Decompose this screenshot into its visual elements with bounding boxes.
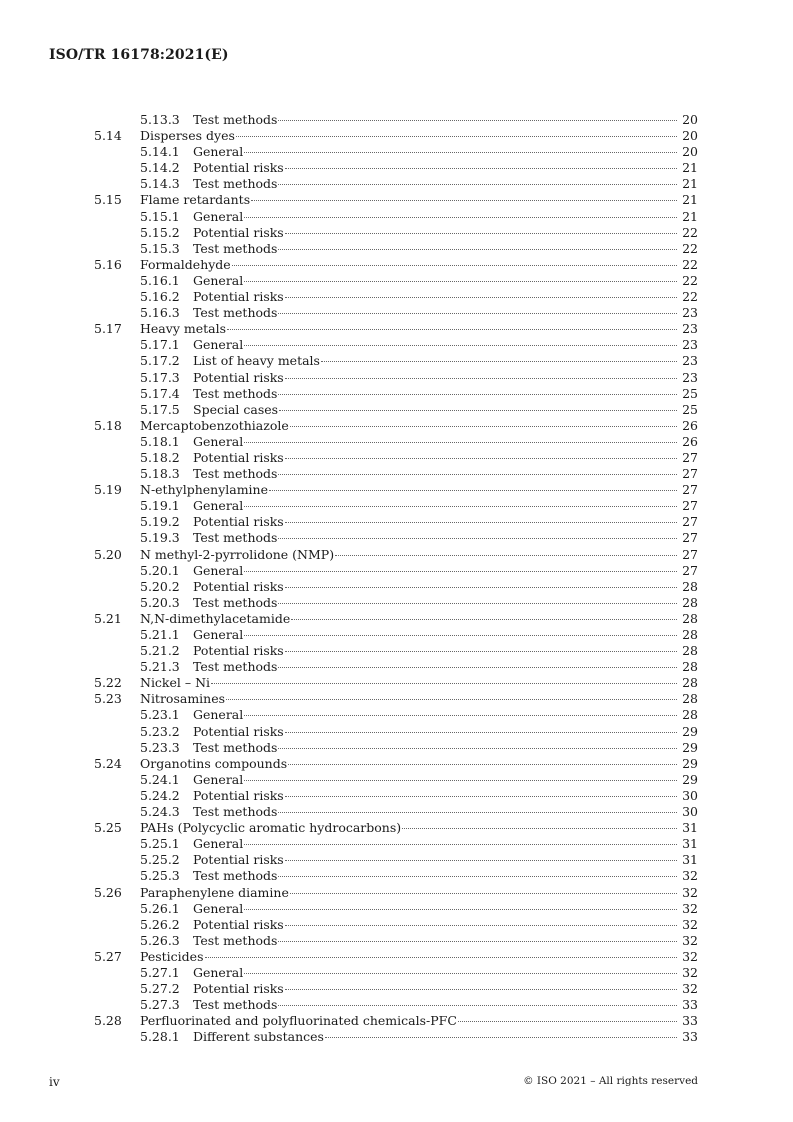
toc-entry-page: 27 [682,449,698,465]
toc-entry-title: Potential risks [193,289,284,305]
toc-entry[interactable] [0,868,793,884]
toc-entry[interactable] [0,611,793,627]
toc-entry-title: Formaldehyde [140,256,231,272]
toc-entry-number: 5.16 [94,256,122,272]
toc-entry-number: 5.17.2 [140,353,180,369]
toc-entry-number: 5.16.2 [140,289,180,305]
toc-entry[interactable] [0,917,793,933]
toc-entry-title: Potential risks [193,160,284,176]
toc-entry-title: Test methods [193,868,278,884]
toc-entry[interactable] [0,547,793,563]
toc-entry-title: Flame retardants [140,192,251,208]
toc-entry-title: General [193,144,244,160]
toc-entry-number: 5.28 [94,1013,122,1029]
toc-entry-number: 5.17.1 [140,337,180,353]
toc-entry-page: 32 [682,964,698,980]
dot-leader [288,764,677,765]
toc-entry-title: Nickel – Ni [140,675,211,691]
dot-leader [269,490,677,491]
toc-entry[interactable] [0,563,793,579]
toc-entry-number: 5.26.1 [140,900,180,916]
toc-entry[interactable] [0,257,793,273]
dot-leader [321,361,677,362]
toc-entry[interactable] [0,756,793,772]
toc-entry-page: 28 [682,659,698,675]
dot-leader [285,587,677,588]
toc-entry-number: 5.18.1 [140,433,180,449]
dot-leader [244,442,677,443]
toc-entry-number: 5.15.1 [140,208,180,224]
document-id: ISO/TR 16178:2021(E) [49,47,229,63]
toc-entry-number: 5.19.1 [140,498,180,514]
toc-entry-title: N methyl-2-pyrrolidone (NMP) [140,546,335,562]
toc-entry[interactable] [0,659,793,675]
toc-entry-title: General [193,562,244,578]
toc-entry[interactable] [0,627,793,643]
toc-entry-page: 27 [682,466,698,482]
toc-entry[interactable] [0,289,793,305]
toc-entry[interactable] [0,241,793,257]
toc-entry[interactable] [0,160,793,176]
toc-entry-title: Potential risks [193,449,284,465]
toc-entry-number: 5.26.3 [140,932,180,948]
toc-entry-number: 5.21.3 [140,659,180,675]
toc-entry-page: 31 [682,852,698,868]
dot-leader [285,297,677,298]
toc-entry-number: 5.25.3 [140,868,180,884]
toc-entry-page: 29 [682,723,698,739]
toc-entry-page: 20 [682,144,698,160]
dot-leader [244,345,677,346]
toc-entry[interactable] [0,144,793,160]
toc-entry-page: 21 [682,192,698,208]
dot-leader [278,394,677,395]
dot-leader [244,506,677,507]
toc-entry-page: 23 [682,337,698,353]
toc-entry-number: 5.17.5 [140,401,180,417]
toc-entry-title: Special cases [193,401,279,417]
toc-entry-page: 32 [682,868,698,884]
toc-entry-title: Test methods [193,305,278,321]
toc-entry-title: General [193,771,244,787]
toc-entry-number: 5.25 [94,820,122,836]
toc-entry-page: 23 [682,353,698,369]
toc-entry[interactable] [0,321,793,337]
dot-leader [285,925,677,926]
dot-leader [278,941,677,942]
toc-entry-title: Potential risks [193,852,284,868]
dot-leader [285,233,677,234]
dot-leader [226,699,677,700]
dot-leader [227,329,677,330]
toc-entry[interactable] [0,353,793,369]
toc-entry-title: Test methods [193,385,278,401]
toc-entry[interactable] [0,901,793,917]
toc-entry[interactable] [0,852,793,868]
toc-entry-page: 28 [682,675,698,691]
toc-entry-page: 23 [682,305,698,321]
toc-entry-number: 5.19.2 [140,514,180,530]
toc-entry[interactable] [0,579,793,595]
dot-leader [279,410,677,411]
dot-leader [285,378,677,379]
toc-entry-title: Potential risks [193,643,284,659]
toc-entry-title: Paraphenylene diamine [140,884,289,900]
dot-leader [291,619,677,620]
toc-entry-title: Test methods [193,932,278,948]
toc-entry[interactable] [0,788,793,804]
toc-entry-number: 5.20.3 [140,594,180,610]
toc-entry-title: Disperses dyes [140,128,235,144]
toc-entry[interactable] [0,466,793,482]
toc-entry-page: 23 [682,369,698,385]
toc-entry[interactable] [0,386,793,402]
toc-entry-number: 5.23.1 [140,707,180,723]
toc-entry-page: 22 [682,272,698,288]
toc-entry-number: 5.28.1 [140,1029,180,1045]
toc-entry-page: 26 [682,433,698,449]
toc-entry-page: 27 [682,530,698,546]
dot-leader [278,1005,677,1006]
toc-entry[interactable] [0,112,793,128]
toc-entry-page: 29 [682,739,698,755]
toc-entry-title: Mercaptobenzothiazole [140,417,289,433]
toc-entry-page: 28 [682,643,698,659]
copyright-notice: © ISO 2021 – All rights reserved [523,1075,698,1087]
dot-leader [244,909,677,910]
toc-entry-page: 29 [682,771,698,787]
toc-entry-page: 33 [682,1029,698,1045]
toc-entry[interactable] [0,981,793,997]
toc-entry-title: General [193,337,244,353]
toc-entry-number: 5.15.2 [140,224,180,240]
toc-entry-title: Pesticides [140,948,204,964]
toc-entry[interactable] [0,225,793,241]
toc-entry-page: 28 [682,610,698,626]
toc-entry-page: 27 [682,498,698,514]
toc-entry-title: Potential risks [193,723,284,739]
dot-leader [251,200,677,201]
toc-entry-number: 5.24.1 [140,771,180,787]
page-number: iv [49,1075,60,1089]
toc-entry-page: 25 [682,401,698,417]
toc-entry[interactable] [0,724,793,740]
toc-entry-title: Test methods [193,240,278,256]
toc-entry-page: 28 [682,627,698,642]
toc-entry[interactable] [0,305,793,321]
toc-entry[interactable] [0,209,793,225]
toc-entry-title: Organotins compounds [140,755,288,771]
toc-entry-title: PAHs (Polycyclic aromatic hydrocarbons) [140,820,402,836]
toc-entry-title: General [193,964,244,980]
toc-entry-title: Test methods [193,530,278,546]
toc-entry-number: 5.21 [94,610,122,626]
toc-entry-number: 5.18 [94,417,122,433]
toc-entry[interactable] [0,885,793,901]
dot-leader [244,635,677,636]
dot-leader [278,876,677,877]
toc-entry-page: 32 [682,884,698,900]
toc-entry-title: General [193,900,244,916]
dot-leader [290,426,677,427]
dot-leader [278,313,677,314]
toc-entry-number: 5.16.1 [140,272,180,288]
toc-entry-page: 28 [682,691,698,707]
toc-entry-number: 5.27.3 [140,997,180,1013]
toc-entry-title: Test methods [193,112,278,127]
toc-entry[interactable] [0,675,793,691]
dot-leader [458,1021,677,1022]
toc-entry-title: General [193,836,244,852]
toc-entry-title: General [193,433,244,449]
toc-entry-number: 5.24 [94,755,122,771]
toc-entry-number: 5.18.2 [140,449,180,465]
toc-entry-page: 32 [682,900,698,916]
toc-entry-number: 5.17 [94,321,122,337]
toc-entry-page: 20 [682,112,698,127]
table-of-contents [0,112,793,1045]
dot-leader [236,136,677,137]
toc-entry-page: 32 [682,916,698,932]
toc-entry-page: 21 [682,176,698,192]
toc-entry-title: Potential risks [193,578,284,594]
dot-leader [278,667,677,668]
toc-entry-title: Potential risks [193,224,284,240]
toc-entry[interactable] [0,482,793,498]
toc-entry-title: Test methods [193,659,278,675]
toc-entry-number: 5.27.1 [140,964,180,980]
toc-entry-number: 5.15.3 [140,240,180,256]
toc-entry-title: Nitrosamines [140,691,226,707]
toc-entry-number: 5.15 [94,192,122,208]
dot-leader [278,249,677,250]
dot-leader [285,860,677,861]
toc-entry[interactable] [0,402,793,418]
toc-entry-number: 5.13.3 [140,112,180,127]
toc-entry-number: 5.23 [94,691,122,707]
toc-entry-number: 5.22 [94,675,122,691]
dot-leader [244,217,677,218]
toc-entry-page: 28 [682,594,698,610]
toc-entry[interactable] [0,997,793,1013]
dot-leader [244,844,677,845]
toc-entry[interactable] [0,804,793,820]
toc-entry[interactable] [0,772,793,788]
toc-entry[interactable] [0,450,793,466]
toc-entry-page: 27 [682,482,698,498]
toc-entry[interactable] [0,707,793,723]
toc-entry-page: 32 [682,948,698,964]
toc-entry-number: 5.14 [94,128,122,144]
dot-leader [244,152,677,153]
dot-leader [244,281,677,282]
toc-entry-title: Perfluorinated and polyfluorinated chemicals-PFC [140,1013,457,1029]
toc-entry-number: 5.19 [94,482,122,498]
dot-leader [278,120,677,121]
toc-entry-page: 28 [682,707,698,723]
dot-leader [278,184,677,185]
dot-leader [285,168,677,169]
dot-leader [278,538,677,539]
toc-entry-page: 23 [682,321,698,337]
toc-entry-number: 5.25.1 [140,836,180,852]
toc-entry-title: Test methods [193,997,278,1013]
toc-entry[interactable] [0,836,793,852]
toc-entry-number: 5.20.1 [140,562,180,578]
toc-entry[interactable] [0,418,793,434]
toc-entry-title: Potential risks [193,787,284,803]
dot-leader [278,474,677,475]
toc-entry-page: 21 [682,208,698,224]
toc-entry-title: Test methods [193,176,278,192]
toc-entry-number: 5.24.3 [140,804,180,820]
toc-entry-page: 22 [682,256,698,272]
toc-entry-page: 32 [682,932,698,948]
toc-entry-number: 5.25.2 [140,852,180,868]
toc-entry-page: 30 [682,804,698,820]
toc-entry-number: 5.20.2 [140,578,180,594]
toc-entry-title: N,N-dimethylacetamide [140,610,291,626]
toc-entry-number: 5.19.3 [140,530,180,546]
toc-entry-title: List of heavy metals [193,353,320,369]
toc-entry-page: 20 [682,128,698,144]
toc-entry[interactable] [0,192,793,208]
toc-entry[interactable] [0,643,793,659]
toc-entry-title: N-ethylphenylamine [140,482,269,498]
toc-entry[interactable] [0,740,793,756]
toc-entry[interactable] [0,337,793,353]
toc-entry-number: 5.18.3 [140,466,180,482]
toc-entry[interactable] [0,820,793,836]
dot-leader [290,893,677,894]
toc-entry-page: 22 [682,289,698,305]
toc-entry-title: General [193,272,244,288]
toc-entry-title: Potential risks [193,916,284,932]
toc-entry-page: 33 [682,1013,698,1029]
dot-leader [244,973,677,974]
toc-entry-number: 5.23.2 [140,723,180,739]
toc-entry[interactable] [0,933,793,949]
toc-entry-title: Potential risks [193,369,284,385]
toc-entry[interactable] [0,498,793,514]
toc-entry-number: 5.26.2 [140,916,180,932]
toc-entry-page: 22 [682,224,698,240]
toc-entry-title: Test methods [193,466,278,482]
toc-entry-title: General [193,707,244,723]
dot-leader [335,555,677,556]
toc-entry[interactable] [0,1013,793,1029]
toc-entry-title: General [193,627,244,642]
toc-entry-number: 5.14.3 [140,176,180,192]
dot-leader [205,957,678,958]
toc-entry-page: 31 [682,836,698,852]
toc-entry[interactable] [0,530,793,546]
dot-leader [285,796,677,797]
toc-entry-title: Potential risks [193,981,284,997]
toc-entry-page: 21 [682,160,698,176]
toc-entry-title: General [193,498,244,514]
toc-entry-title: Different substances [193,1029,324,1045]
toc-entry[interactable] [0,176,793,192]
dot-leader [285,651,677,652]
toc-entry-number: 5.14.1 [140,144,180,160]
toc-entry-page: 29 [682,755,698,771]
toc-entry-number: 5.17.3 [140,369,180,385]
toc-entry-title: Potential risks [193,514,284,530]
toc-entry-number: 5.17.4 [140,385,180,401]
toc-entry-number: 5.21.1 [140,627,180,642]
toc-entry-page: 27 [682,546,698,562]
toc-entry-title: Test methods [193,804,278,820]
toc-entry[interactable] [0,949,793,965]
toc-entry[interactable] [0,273,793,289]
dot-leader [325,1037,677,1038]
toc-entry-title: Heavy metals [140,321,226,337]
toc-entry[interactable] [0,514,793,530]
dot-leader [402,828,677,829]
dot-leader [244,715,677,716]
toc-entry-number: 5.21.2 [140,643,180,659]
toc-entry-number: 5.23.3 [140,739,180,755]
toc-entry-number: 5.24.2 [140,787,180,803]
dot-leader [244,571,677,572]
toc-entry-number: 5.27.2 [140,981,180,997]
toc-entry-number: 5.16.3 [140,305,180,321]
toc-entry-page: 30 [682,787,698,803]
toc-entry-title: Test methods [193,739,278,755]
dot-leader [285,732,677,733]
toc-entry-page: 26 [682,417,698,433]
toc-entry[interactable] [0,434,793,450]
dot-leader [244,780,677,781]
toc-entry[interactable] [0,1029,793,1045]
toc-entry-number: 5.14.2 [140,160,180,176]
toc-entry[interactable] [0,128,793,144]
toc-entry-number: 5.26 [94,884,122,900]
dot-leader [285,522,677,523]
dot-leader [232,265,677,266]
dot-leader [278,603,677,604]
dot-leader [285,458,677,459]
toc-entry-page: 22 [682,240,698,256]
toc-entry[interactable] [0,370,793,386]
toc-entry[interactable] [0,691,793,707]
toc-entry-page: 27 [682,514,698,530]
dot-leader [211,683,677,684]
toc-entry[interactable] [0,965,793,981]
dot-leader [285,989,677,990]
toc-entry-number: 5.20 [94,546,122,562]
toc-entry[interactable] [0,595,793,611]
toc-entry-page: 33 [682,997,698,1013]
toc-entry-page: 27 [682,562,698,578]
toc-entry-page: 31 [682,820,698,836]
toc-entry-number: 5.27 [94,948,122,964]
toc-entry-title: Test methods [193,594,278,610]
dot-leader [278,748,677,749]
toc-entry-title: General [193,208,244,224]
toc-entry-page: 28 [682,578,698,594]
toc-entry-page: 25 [682,385,698,401]
dot-leader [278,812,677,813]
toc-entry-page: 32 [682,981,698,997]
